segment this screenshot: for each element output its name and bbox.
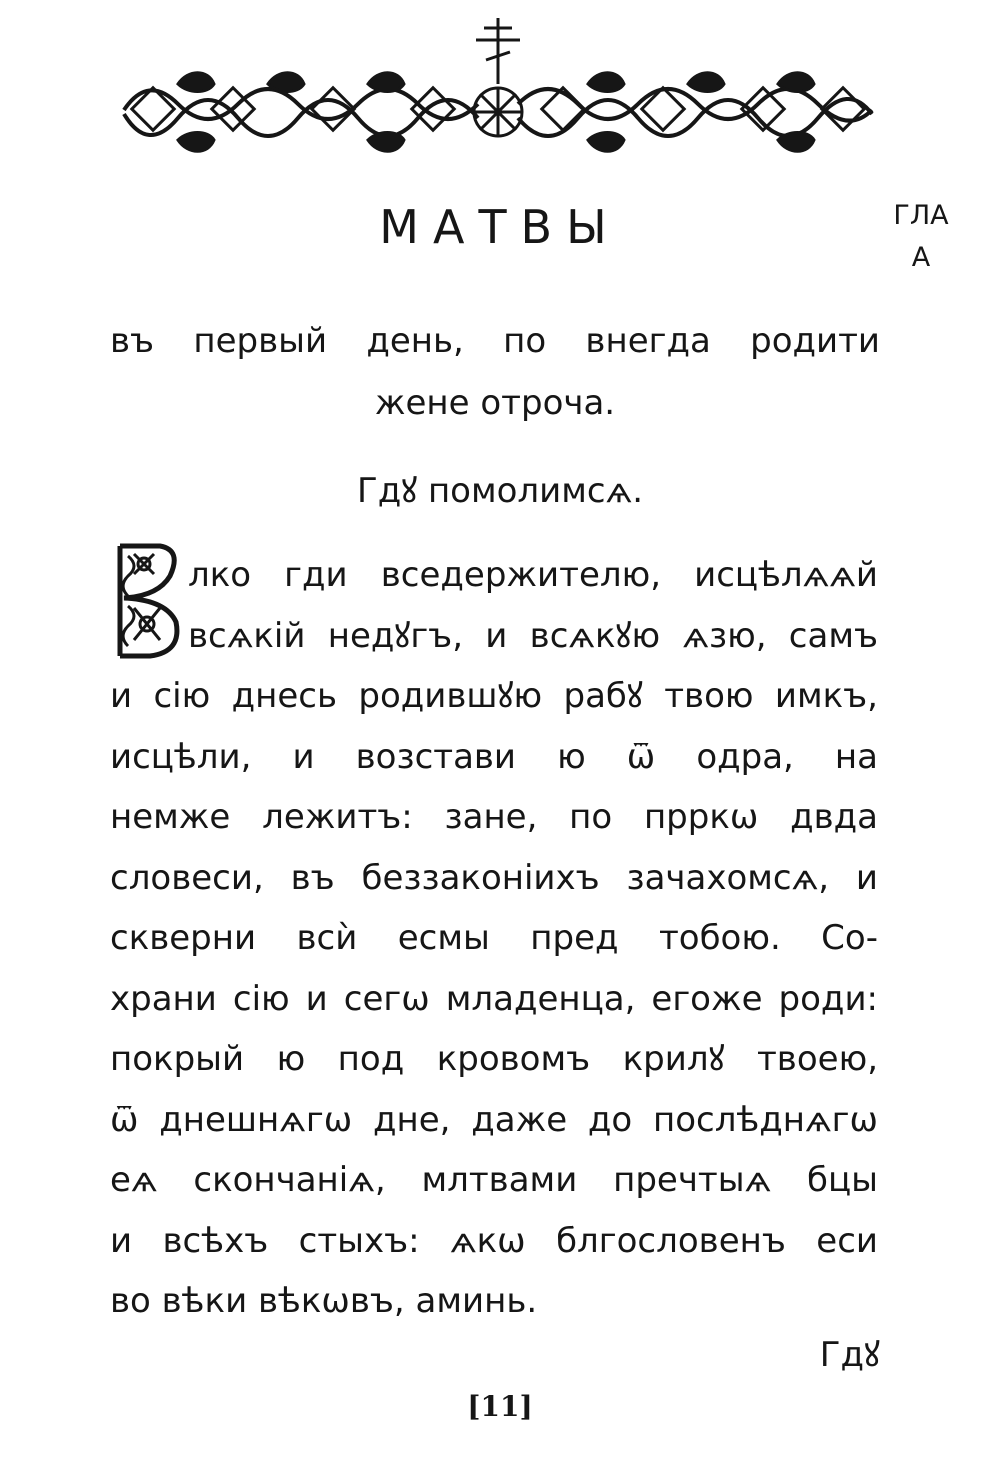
subtitle-line-2: жене отроча. <box>374 383 616 423</box>
text-line: исцѣли, и возстави ю ѿ одра, на <box>110 736 878 777</box>
text-line: еѧ скончаніѧ, млтвами пречтыѧ бцы <box>110 1160 878 1200</box>
margin-note-line-2: А <box>911 242 931 273</box>
text-line: покрый ю под кровомъ крилꙋ твоею, <box>110 1039 878 1079</box>
ornamental-headpiece-icon <box>118 14 878 160</box>
page-number: [11] <box>467 1390 533 1423</box>
text-line: лко гди вседержителю, исцѣлѧѧй <box>188 555 878 595</box>
text-line: во вѣки вѣкѡвъ, аминь. <box>110 1281 538 1321</box>
text-line: ѿ днешнѧгѡ дне, даже до послѣднѧгѡ <box>110 1099 878 1140</box>
prayer-call: Гдꙋ помолимсѧ. <box>356 471 644 511</box>
text-line: немже лежитъ: зане, по прркѡ двда <box>110 797 878 837</box>
margin-note <box>885 195 957 279</box>
text-line: словеси, въ беззаконіихъ зачахомсѧ, и <box>110 857 878 898</box>
margin-note-line-1: ГЛА <box>893 200 949 231</box>
subtitle <box>110 310 880 434</box>
text-line: и сію днесь родившꙋю рабꙋ твою имкъ, <box>110 676 878 716</box>
text-line: и всѣхъ стыхъ: ѧкѡ блгословенъ еси <box>110 1220 878 1261</box>
text-line: скверни всѝ есмы пред тобою. Со- <box>110 918 878 958</box>
prayer-text <box>110 545 878 1332</box>
catchword: Гдꙋ <box>819 1335 880 1375</box>
subtitle-line-1: въ первый день, по внегда родити <box>110 321 880 361</box>
text-line: храни сію и сегѡ младенца, егоже роди: <box>110 978 878 1019</box>
page-title: МАТВЫ <box>379 200 621 254</box>
text-line: всѧкій недꙋгъ, и всѧкꙋю ѧзю, самъ <box>188 615 878 656</box>
